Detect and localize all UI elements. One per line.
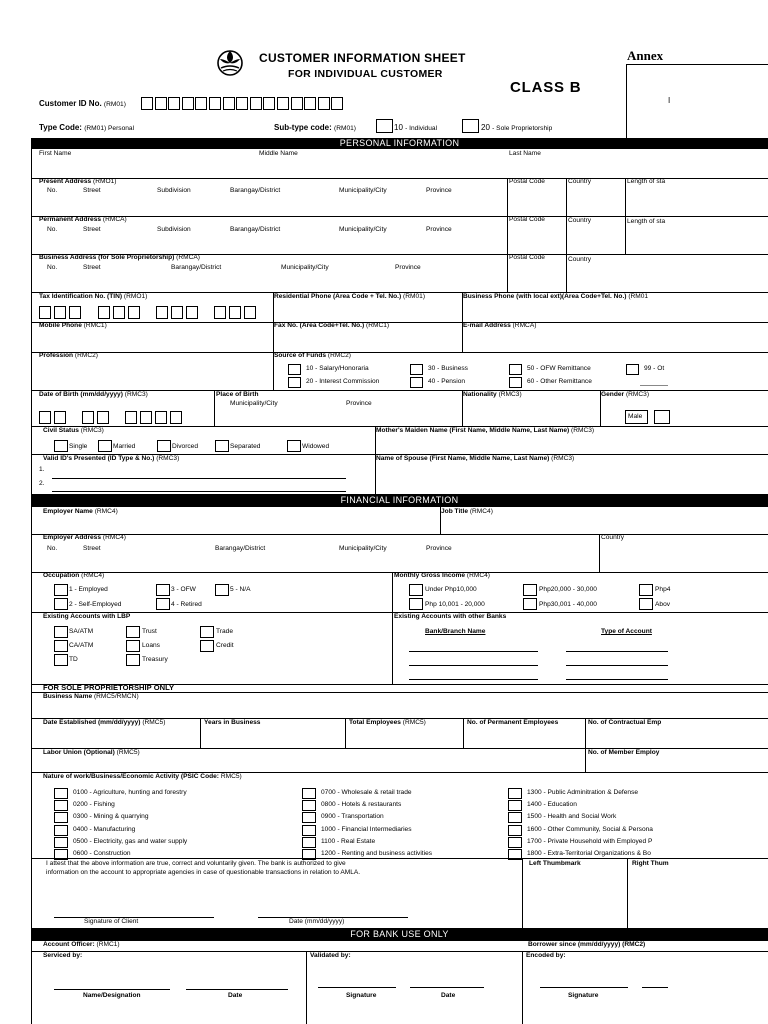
customer-id-cell[interactable]	[331, 97, 343, 110]
occ-self-employed-checkbox[interactable]	[54, 598, 68, 610]
income-40k-50k-label: Php4	[655, 586, 671, 593]
civil-status-label: Civil Status (RMC3)	[43, 427, 104, 434]
income-under-10k-label: Under Php10,000	[425, 586, 477, 593]
pob-municipality: Municipality/City	[230, 400, 278, 407]
perm-postal-label: Postal Code	[509, 216, 545, 223]
lbp-trust-checkbox[interactable]	[126, 626, 140, 638]
lbp-td-checkbox[interactable]	[54, 654, 68, 666]
lbp-trade-label: Trade	[216, 628, 233, 635]
psic-option-label: 0500 - Electricity, gas and water supply	[73, 837, 188, 845]
tin-cell[interactable]	[39, 306, 51, 319]
customer-id-cell[interactable]	[318, 97, 330, 110]
perm-country-label: Country	[568, 217, 592, 224]
serviced-date-field[interactable]	[186, 989, 288, 990]
perm-addr-province: Province	[426, 226, 452, 233]
present-addr-barangay: Barangay/District	[230, 187, 281, 194]
res-phone-label: Residential Phone (Area Code + Tel. No.) (RM01)	[274, 293, 426, 300]
civil-single-checkbox[interactable]	[54, 440, 68, 452]
bank-branch-label: Bank/Branch Name	[425, 628, 486, 635]
labor-union-label: Labor Union (Optional) (RMC5)	[43, 749, 140, 756]
source-funds-label: Source of Funds (RMC2)	[274, 352, 351, 359]
lbp-ca-atm-label: CA/ATM	[69, 642, 94, 649]
serviced-name-field[interactable]	[54, 989, 170, 990]
income-40k-50k-checkbox[interactable]	[639, 584, 653, 596]
dob-cell[interactable]	[82, 411, 94, 424]
last-name-label: Last Name	[509, 150, 541, 157]
other-type-3-field[interactable]	[566, 679, 668, 680]
lbp-credit-label: Credit	[216, 642, 234, 649]
dob-cell[interactable]	[155, 411, 167, 424]
bus-phone-label: Business Phone (with local ext)(Area Code+Tel. No.) (RM01	[463, 293, 649, 300]
funds-30-checkbox[interactable]	[410, 364, 423, 375]
present-addr-subdivision: Subdivision	[157, 187, 191, 194]
annex-label: Annex	[627, 48, 664, 63]
id-line-2-number: 2.	[39, 480, 45, 487]
present-postal-label: Postal Code	[509, 178, 545, 185]
present-country-label: Country	[568, 178, 592, 185]
attest-line-2: information on the account to appropriate agencies in case of questionable transactions in relation to AMLA.	[46, 869, 361, 876]
civil-separated-checkbox[interactable]	[215, 440, 229, 452]
occ-na-checkbox[interactable]	[215, 584, 229, 596]
customer-id-label: Customer ID No. (RM01)	[39, 99, 126, 108]
sole-prop-heading: FOR SOLE PROPRIETORSHIP ONLY	[43, 683, 175, 692]
employer-address-label: Employer Address (RMC4)	[43, 534, 126, 541]
bus-addr-no: No.	[47, 264, 58, 271]
employer-name-label: Employer Name (RMC4)	[43, 508, 118, 515]
type-code-label: Type Code: (RM01) Personal	[39, 123, 135, 132]
business-address-label: Business Address (for Sole Proprietorship) (RMCA)	[39, 254, 200, 261]
other-bank-2-field[interactable]	[409, 665, 538, 666]
psic-option-label: 1800 - Extra-Territorial Organizations & Bo	[527, 850, 651, 857]
psic-option-label: 1100 - Real Estate	[321, 837, 376, 845]
emp-addr-no: No.	[47, 545, 58, 552]
spouse-name-label: Name of Spouse (First Name, Middle Name, Last Name) (RMC3)	[376, 455, 575, 462]
dob-cell[interactable]	[170, 411, 182, 424]
borrower-since-label: Borrower since (mm/dd/yyyy) (RMC2)	[528, 941, 646, 948]
customer-id-cell[interactable]	[223, 97, 235, 110]
bus-postal-label: Postal Code	[509, 254, 545, 261]
lbp-treasury-label: Treasury	[142, 656, 168, 663]
psic-option-label: 1700 - Private Household with Employed P	[527, 837, 653, 845]
encoded-signature-field[interactable]	[540, 987, 628, 988]
psic-checkbox[interactable]	[302, 812, 316, 823]
gender-male-label: Male	[628, 413, 643, 420]
middle-name-label: Middle Name	[259, 150, 298, 157]
tin-cell[interactable]	[244, 306, 256, 319]
lbp-accounts-label: Existing Accounts with LBP	[43, 613, 131, 620]
tin-cell[interactable]	[156, 306, 168, 319]
psic-checkbox[interactable]	[54, 788, 68, 799]
customer-id-cell[interactable]	[195, 97, 207, 110]
permanent-address-label: Permanent Address (RMCA)	[39, 216, 127, 223]
lbp-td-label: TD	[69, 656, 78, 663]
psic-option-label: 0300 - Mining & quarrying	[73, 813, 149, 821]
validated-by-label: Validated by:	[310, 952, 351, 959]
encoded-by-label: Encoded by:	[526, 952, 566, 959]
funds-30-label: 30 - Business	[428, 365, 468, 372]
income-10k-20k-checkbox[interactable]	[409, 598, 423, 610]
pob-province: Province	[346, 400, 372, 407]
civil-married-checkbox[interactable]	[98, 440, 112, 452]
job-title-label: Job Title (RMC4)	[441, 508, 493, 515]
contractual-employees-label: No. of Contractual Emp	[588, 719, 662, 726]
psic-option-label: 1000 - Financial Intermediaries	[321, 825, 412, 833]
tin-cell[interactable]	[214, 306, 226, 319]
subtype-code-label: Sub-type code: (RM01)	[274, 123, 356, 132]
income-30k-40k-checkbox[interactable]	[523, 598, 537, 610]
date-established-label: Date Established (mm/dd/yyyy) (RMC5)	[43, 719, 166, 726]
civil-widowed-checkbox[interactable]	[287, 440, 301, 452]
tin-cell[interactable]	[69, 306, 81, 319]
dob-cell[interactable]	[125, 411, 137, 424]
lbp-trade-checkbox[interactable]	[200, 626, 214, 638]
bus-addr-barangay: Barangay/District	[171, 264, 222, 271]
civil-married-label: Married	[113, 443, 136, 450]
customer-id-cell[interactable]	[168, 97, 180, 110]
validated-date-field[interactable]	[410, 987, 484, 988]
serviced-date-label: Date	[228, 992, 243, 999]
tin-cell[interactable]	[128, 306, 140, 319]
personal-info-band: PERSONAL INFORMATION	[31, 138, 768, 149]
encoded-date-field[interactable]	[642, 987, 668, 988]
psic-option-label: 1600 - Other Community, Social & Persona	[527, 825, 653, 833]
tin-cell[interactable]	[229, 306, 241, 319]
funds-50-checkbox[interactable]	[509, 364, 522, 375]
encoded-signature-label: Signature	[568, 992, 599, 999]
pob-label: Place of Birth	[216, 391, 259, 398]
psic-option-label: 0900 - Transportation	[321, 813, 384, 821]
income-label: Monthly Gross Income (RMC4)	[394, 572, 490, 579]
financial-info-band: FINANCIAL INFORMATION	[31, 494, 768, 507]
psic-checkbox[interactable]	[54, 812, 68, 823]
psic-option-label: 0400 - Manufacturing	[73, 825, 136, 833]
lbp-ca-atm-checkbox[interactable]	[54, 640, 68, 652]
income-20k-30k-label: Php20,000 - 30,000	[539, 586, 597, 593]
psic-checkbox[interactable]	[508, 812, 522, 823]
emp-addr-province: Province	[426, 545, 452, 552]
lbp-treasury-checkbox[interactable]	[126, 654, 140, 666]
bus-country-label: Country	[568, 256, 592, 263]
emp-addr-street: Street	[83, 545, 101, 552]
signature-client-label: Signature of Client	[84, 918, 139, 925]
emp-addr-municipality: Municipality/City	[339, 545, 387, 552]
attest-date-label: Date (mm/dd/yyyy)	[289, 918, 345, 925]
present-addr-province: Province	[426, 187, 452, 194]
lbp-credit-checkbox[interactable]	[200, 640, 214, 652]
psic-checkbox[interactable]	[54, 837, 68, 848]
perm-addr-barangay: Barangay/District	[230, 226, 281, 233]
psic-option-label: 1200 - Renting and business activities	[321, 850, 433, 857]
occupation-label: Occupation (RMC4)	[43, 572, 105, 579]
class-label: CLASS B	[510, 79, 582, 96]
occ-retired-label: 4 - Retired	[171, 601, 202, 608]
occ-ofw-label: 3 - OFW	[171, 586, 196, 593]
perm-addr-street: Street	[83, 226, 101, 233]
psic-option-label: 0100 - Agriculture, hunting and forestry	[73, 789, 187, 796]
other-bank-1-field[interactable]	[409, 651, 538, 652]
income-above-label: Abov	[655, 601, 671, 608]
serviced-by-label: Serviced by:	[43, 952, 83, 959]
income-30k-40k-label: Php30,001 - 40,000	[539, 601, 597, 608]
funds-99-checkbox[interactable]	[626, 364, 639, 375]
psic-option-label: 0600 - Construction	[73, 850, 131, 857]
id-line-2-field[interactable]	[52, 491, 346, 492]
perm-addr-municipality: Municipality/City	[339, 226, 387, 233]
perm-length-stay-label: Length of sta	[627, 218, 666, 225]
bus-addr-street: Street	[83, 264, 101, 271]
perm-addr-no: No.	[47, 226, 58, 233]
lbp-trust-label: Trust	[142, 628, 157, 635]
profession-label: Profession (RMC2)	[39, 352, 98, 359]
first-name-label: First Name	[39, 150, 72, 157]
psic-checkbox[interactable]	[302, 837, 316, 848]
customer-id-cell[interactable]	[291, 97, 303, 110]
other-type-2-field[interactable]	[566, 665, 668, 666]
lbp-loans-label: Loans	[142, 642, 160, 649]
id-line-1-number: 1.	[39, 466, 45, 473]
civil-single-label: Single	[69, 443, 88, 450]
total-employees-label: Total Employees (RMC5)	[349, 719, 426, 726]
customer-id-cell[interactable]	[304, 97, 316, 110]
income-20k-30k-checkbox[interactable]	[523, 584, 537, 596]
psic-option-label: 0700 - Wholesale & retail trade	[321, 789, 412, 796]
funds-99-label: 99 - Ot	[644, 365, 665, 372]
lbp-loans-checkbox[interactable]	[126, 640, 140, 652]
customer-id-cell[interactable]	[263, 97, 275, 110]
occ-employed-label: 1 - Employed	[69, 586, 108, 593]
dob-cell[interactable]	[39, 411, 51, 424]
funds-40-checkbox[interactable]	[410, 377, 423, 388]
lbp-sa-atm-checkbox[interactable]	[54, 626, 68, 638]
right-thumbmark-label: Right Thum	[632, 860, 669, 867]
psic-checkbox[interactable]	[302, 825, 316, 836]
id-line-1-field[interactable]	[52, 478, 346, 479]
dob-label: Date of Birth (mm/dd/yyyy) (RMC3)	[39, 391, 148, 398]
psic-option-label: 0800 - Hotels & restaurants	[321, 801, 402, 809]
maiden-name-label: Mother's Maiden Name (First Name, Middle Name, Last Name) (RMC3)	[376, 427, 595, 434]
funds-10-label: 10 - Salary/Honoraria	[306, 365, 369, 372]
form-subtitle: FOR INDIVIDUAL CUSTOMER	[288, 68, 443, 80]
validated-signature-label: Signature	[346, 992, 377, 999]
customer-id-cell[interactable]	[141, 97, 153, 110]
present-addr-no: No.	[47, 187, 58, 194]
civil-divorced-checkbox[interactable]	[157, 440, 171, 452]
psic-checkbox[interactable]	[302, 788, 316, 799]
present-length-stay-label: Length of sta	[627, 178, 666, 185]
dob-cell[interactable]	[54, 411, 66, 424]
mobile-label: Mobile Phone (RMC1)	[39, 322, 107, 329]
perm-addr-subdivision: Subdivision	[157, 226, 191, 233]
validated-signature-field[interactable]	[318, 987, 396, 988]
customer-id-cell[interactable]	[236, 97, 248, 110]
occ-ofw-checkbox[interactable]	[156, 584, 170, 596]
emp-addr-barangay: Barangay/District	[215, 545, 266, 552]
income-10k-20k-label: Php 10,001 - 20,000	[425, 601, 485, 608]
bank-use-band: FOR BANK USE ONLY	[31, 928, 768, 941]
nationality-label: Nationality (RMC3)	[463, 391, 522, 398]
gender-female-checkbox[interactable]	[654, 410, 670, 424]
customer-id-cell[interactable]	[209, 97, 221, 110]
validated-date-label: Date	[441, 992, 456, 999]
other-type-1-field[interactable]	[566, 651, 668, 652]
funds-20-checkbox[interactable]	[288, 377, 301, 388]
fax-label: Fax No. (Area Code+Tel. No.) (RMC1)	[274, 322, 390, 329]
psic-checkbox[interactable]	[508, 837, 522, 848]
business-name-label: Business Name (RMC5/RMCN)	[43, 693, 139, 700]
subtype-20-label: 20 - Sole Proprietorship	[481, 123, 553, 132]
gender-label: Gender (RMC3)	[601, 391, 650, 398]
psic-option-label: 1400 - Education	[527, 801, 577, 809]
psic-checkbox[interactable]	[508, 825, 522, 836]
other-accounts-label: Existing Accounts with other Banks	[394, 613, 507, 620]
attest-line-1: I attest that the above information are true, correct and voluntarily given. The bank is authorized to give	[46, 860, 346, 867]
funds-20-label: 20 - Interest Commission	[306, 378, 380, 385]
civil-separated-label: Separated	[230, 443, 261, 450]
form-title: CUSTOMER INFORMATION SHEET	[259, 51, 466, 65]
funds-60-checkbox[interactable]	[509, 377, 522, 388]
permanent-employees-label: No. of Permanent Employees	[467, 719, 559, 726]
psic-checkbox[interactable]	[54, 825, 68, 836]
present-addr-street: Street	[83, 187, 101, 194]
left-thumbmark-area[interactable]	[523, 870, 627, 928]
dob-cell[interactable]	[140, 411, 152, 424]
psic-checkbox[interactable]	[508, 800, 522, 811]
present-addr-municipality: Municipality/City	[339, 187, 387, 194]
valid-ids-label: Valid ID's Presented (ID Type & No.) (RMC3)	[43, 455, 180, 462]
tin-cell[interactable]	[186, 306, 198, 319]
customer-id-cell[interactable]	[277, 97, 289, 110]
tin-cell[interactable]	[54, 306, 66, 319]
bus-addr-province: Province	[395, 264, 421, 271]
subtype-10-checkbox[interactable]	[376, 119, 393, 133]
psic-label: Nature of work/Business/Economic Activity (PSIC Code: RMC5)	[43, 773, 242, 780]
tin-cell[interactable]	[98, 306, 110, 319]
tin-cell[interactable]	[171, 306, 183, 319]
bank-logo-icon	[216, 47, 244, 77]
funds-50-label: 50 - OFW Remittance	[527, 365, 591, 372]
income-under-10k-checkbox[interactable]	[409, 584, 423, 596]
funds-40-label: 40 - Pension	[428, 378, 466, 385]
left-thumbmark-label: Left Thumbmark	[529, 860, 581, 867]
psic-checkbox[interactable]	[508, 788, 522, 799]
psic-option-label: 1300 - Public Adminitration & Defense	[527, 789, 639, 796]
occ-retired-checkbox[interactable]	[156, 598, 170, 610]
psic-option-label: 1500 - Health and Social Work	[527, 813, 617, 821]
income-above-checkbox[interactable]	[639, 598, 653, 610]
subtype-20-checkbox[interactable]	[462, 119, 479, 133]
email-label: E-mail Address (RMCA)	[463, 322, 537, 329]
tin-label: Tax Identification No. (TIN) (RMO1)	[39, 293, 148, 300]
funds-60-label: 60 - Other Remittance	[527, 378, 592, 385]
psic-checkbox[interactable]	[54, 800, 68, 811]
customer-id-cell[interactable]	[182, 97, 194, 110]
lbp-sa-atm-label: SA/ATM	[69, 628, 94, 635]
bus-addr-municipality: Municipality/City	[281, 264, 329, 271]
funds-10-checkbox[interactable]	[288, 364, 301, 375]
member-employees-label: No. of Member Employ	[588, 749, 660, 756]
customer-id-cell[interactable]	[250, 97, 262, 110]
emp-country-label: Country	[601, 534, 625, 541]
type-account-label: Type of Account	[601, 628, 652, 635]
other-bank-3-field[interactable]	[409, 679, 538, 680]
civil-widowed-label: Widowed	[302, 443, 330, 450]
subtype-10-label: 10 - Individual	[394, 123, 438, 132]
tin-cell[interactable]	[113, 306, 125, 319]
occ-self-employed-label: 2 - Self-Employed	[69, 601, 122, 608]
occ-employed-checkbox[interactable]	[54, 584, 68, 596]
dob-cell[interactable]	[97, 411, 109, 424]
serviced-name-label: Name/Designation	[83, 992, 141, 999]
psic-checkbox[interactable]	[302, 800, 316, 811]
customer-id-cell[interactable]	[155, 97, 167, 110]
present-address-label: Present Address (RMO1)	[39, 178, 117, 185]
account-officer-label: Account Officer: (RMC1)	[43, 941, 120, 948]
psic-option-label: 0200 - Fishing	[73, 801, 115, 809]
occ-na-label: 5 - N/A	[230, 586, 251, 593]
civil-divorced-label: Divorced	[172, 443, 199, 450]
years-business-label: Years in Business	[204, 719, 261, 726]
